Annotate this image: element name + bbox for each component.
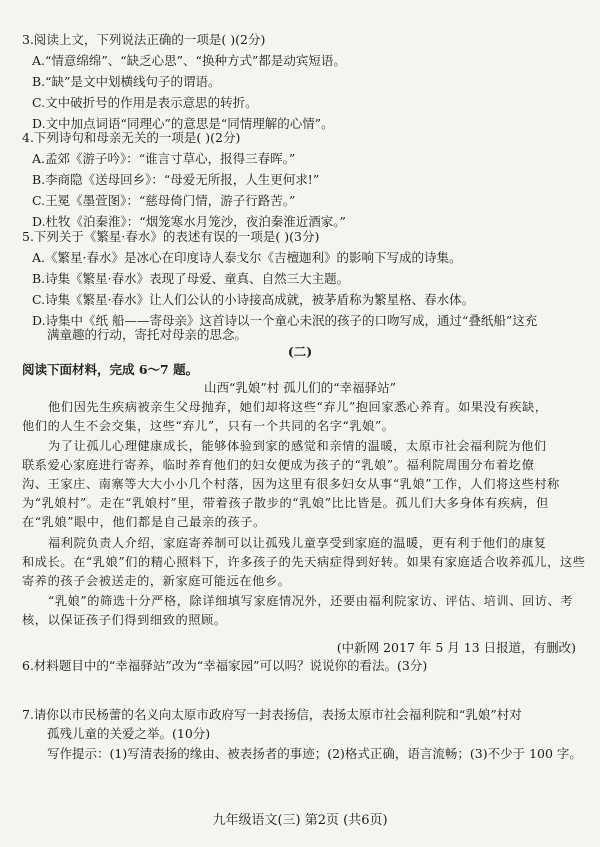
p2-line1: 为了让孤儿心理健康成长，能够体验到家的感觉和亲情的温暖，太原市社会福利院为他们 [48,439,547,453]
q3-option-a: A.“情意绵绵”、“缺乏心思”、“换种方式”都是动宾短语。 [32,53,346,68]
q7-stem-line2: 孤残儿童的关爱之举。(10分) [47,726,211,741]
p3-line1: 福利院负责人介绍，家庭寄养制可以让孤残儿童享受到家庭的温暖，更有利于他们的康复 [48,536,547,550]
page-footer: 九年级语文(三) 第2页 (共6页) [212,813,388,828]
q4-option-a: A.孟郊《游子吟》：“谁言寸草心，报得三春晖。” [32,151,296,166]
p1-line2: 他们的人生不会交集，这些“弃儿”，只有一个共同的名字“乳娘”。 [22,419,395,433]
q5-option-d-line1: D.诗集中《纸 船——寄母亲》这首诗以一个童心未泯的孩子的口吻写成，通过“叠纸船”这充 [32,313,538,328]
p2-line2: 联系爱心家庭进行寄养，临时养育他们的妇女便成为孩子的“乳娘”。福利院周围分布着圪僚 [22,458,535,472]
q5-option-d-line2: 满童趣的行动，寄托对母亲的思念。 [47,327,248,342]
q7-writing-tips: 写作提示：(1)写清表扬的缘由、被表扬者的事迹；(2)格式正确，语言流畅；(3)不少于 100 字。 [47,746,582,761]
q7-stem-line1: 7.请你以市民杨蕾的名义向太原市政府写一封表扬信，表扬太原市社会福利院和“乳娘”村对 [22,707,522,722]
q3-option-b: B.“缺”是文中划横线句子的谓语。 [32,74,221,89]
q4-option-c: C.王冕《墨萱图》：“慈母倚门情，游子行路苦。” [32,193,296,208]
q3-option-c: C.文中破折号的作用是表示意思的转折。 [32,95,258,110]
p2-line4: 为“乳娘村”。走在“乳娘村”里，带着孩子散步的“乳娘”比比皆是。孤儿们大多身体有疾病，但 [22,496,549,510]
q4-option-d: D.杜牧《泊秦淮》：“烟笼寒水月笼沙，夜泊秦淮近酒家。” [32,214,346,229]
p2-line3: 沟、王家庄、南寨等大大小小几个村落，因为这里有很多妇女从事“乳娘”工作，人们将这些村称 [22,477,560,491]
p3-line2: 和成长。在“乳娘”们的精心照料下，许多孩子的先天病症得到好转。如果有家庭适合收养孤儿，这些 [22,555,586,569]
q5-option-c: C.诗集《繁星·春水》让人们公认的小诗接高成就，被茅盾称为繁星格、春水体。 [32,292,475,307]
q4-stem: 4.下列诗句和母亲无关的一项是( )(2分) [22,130,241,145]
article-title: 山西“乳娘”村 孤儿们的“幸福驿站” [203,380,397,395]
p1-line1: 他们因先生疾病被亲生父母抛弃，她们却将这些“弃儿”抱回家悉心养育。如果没有疾缺， [48,400,548,414]
q3-stem: 3.阅读上文，下列说法正确的一项是( )(2分) [22,32,266,47]
q5-option-a: A.《繁星·春水》是冰心在印度诗人泰戈尔《吉檀迦利》的影响下写成的诗集。 [32,250,462,265]
section-marker: (二) [287,344,313,359]
q6-stem: 6.材料题目中的“幸福驿站”改为“幸福家园”可以吗？说说你的看法。(3分) [22,658,428,673]
q5-option-b: B.诗集《繁星·春水》表现了母爱、童真、自然三大主题。 [32,271,350,286]
p2-line5: 在“乳娘”眼中，他们都是自己最亲的孩子。 [22,515,266,529]
reading-instruction: 阅读下面材料，完成 6～7 题。 [22,362,199,377]
p4-line2: 核，以保证孩子们得到细致的照顾。 [22,613,227,627]
q4-option-b: B.李商隐《送母回乡》：“母爱无所报，人生更何求!” [32,172,320,187]
p4-line1: “乳娘”的筛选十分严格，除详细填写家庭情况外，还要由福利院家访、评估、培训、回访、考 [48,594,574,608]
p3-line3: 寄养的孩子会被送走的，新家庭可能远在他乡。 [22,574,291,588]
q5-stem: 5.下列关于《繁星·春水》的表述有误的一项是( )(3分) [22,229,320,244]
q3-option-d: D.文中加点词语“同理心”的意思是“同情理解的心情”。 [32,116,334,131]
article-source: (中新网 2017 年 5 月 13 日报道，有删改) [336,640,576,655]
